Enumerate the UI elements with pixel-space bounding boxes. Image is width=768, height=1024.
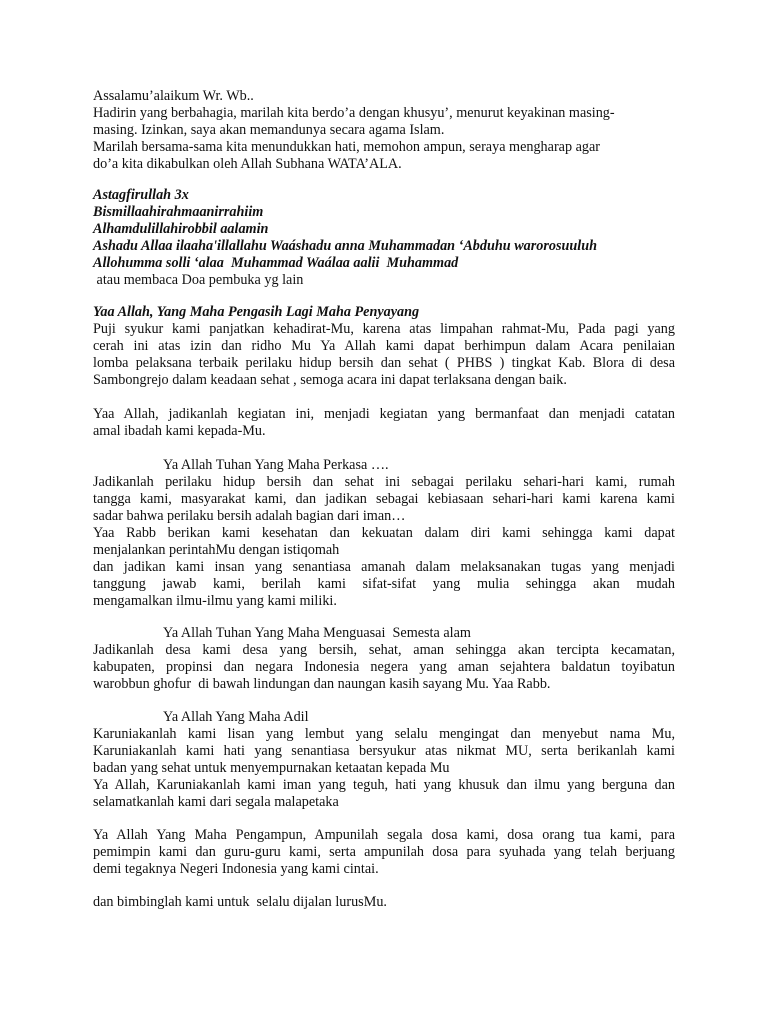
closing-line: dan bimbinglah kami untuk selalu dijalan lurusMu. [93, 894, 387, 910]
greeting-line: Assalamu’alaikum Wr. Wb.. [93, 88, 254, 104]
paragraph-line: sadar bahwa perilaku bersih adalah bagian dari iman… [93, 508, 406, 524]
paragraph-line: menjalankan perintahMu dengan istiqomah [93, 542, 340, 558]
paragraph-line: badan yang sehat untuk menyempurnakan ketaatan kepada Mu [93, 760, 450, 776]
prayer-line: Ashadu Allaa ilaaha'illallahu Waáshadu anna Muhammadan ‘Abduhu warorosuuluh [93, 238, 598, 254]
paragraph-line: tanggung jawab kami, berilah kami sifat-sifat yang mulia sehingga akan mudah [93, 576, 675, 592]
doa-heading: Yaa Allah, Yang Maha Pengasih Lagi Maha Penyayang [93, 304, 420, 320]
opening-text-line: masing. Izinkan, saya akan memandunya secara agama Islam. [93, 122, 445, 138]
paragraph-line: selamatkanlah kami dari segala malapetaka [93, 794, 339, 810]
paragraph-line: Ya Allah Yang Maha Pengampun, Ampunilah segala dosa kami, dosa orang tua kami, para [93, 827, 675, 843]
paragraph-line: Puji syukur kami panjatkan kehadirat-Mu, karena atas limpahan rahmat-Mu, Pada pagi yang [93, 321, 675, 337]
paragraph-line: cerah ini atas izin dan ridho Mu Ya Allah kami dapat berhimpun dalam Acara penilaian [93, 338, 675, 354]
paragraph-line: lomba pelaksana terbaik perilaku hidup bersih dan sehat ( PHBS ) tingkat Kab. Blora di desa [93, 355, 675, 371]
paragraph-line: dan jadikan kami insan yang senantiasa amanah dalam melaksanakan tugas yang menjadi [93, 559, 675, 575]
paragraph-line: kabupaten, propinsi dan negara Indonesia negera yang aman sejahtera baldatun toyibatun [93, 659, 675, 675]
paragraph-line: Yaa Allah, jadikanlah kegiatan ini, menjadi kegiatan yang bermanfaat dan menjadi catatan [93, 406, 675, 422]
paragraph-line: tangga kami, masyarakat kami, dan jadikan sebagai kebiasaan sehari-hari kami karena kami [93, 491, 675, 507]
paragraph-line: warobbun ghofur di bawah lindungan dan naungan kasih sayang Mu. Yaa Rabb. [93, 676, 551, 692]
paragraph-line: pemimpin kami dan guru-guru kami, serta ampunilah dosa para syuhada yang telah berjuang [93, 844, 675, 860]
section-heading: Ya Allah Yang Maha Adil [163, 709, 309, 725]
paragraph-line: demi tegaknya Negeri Indonesia yang kami cintai. [93, 861, 379, 877]
prayer-line: Allohumma solli ‘alaa Muhammad Waálaa aalii Muhammad [93, 255, 459, 271]
section-heading: Ya Allah Tuhan Yang Maha Menguasai Semesta alam [163, 625, 471, 641]
prayer-line: Astagfirullah 3x [93, 187, 189, 203]
paragraph-line: amal ibadah kami kepada-Mu. [93, 423, 266, 439]
opening-text-line: Hadirin yang berbahagia, marilah kita berdo’a dengan khusyu’, menurut keyakinan masing- [93, 105, 615, 121]
section-heading: Ya Allah Tuhan Yang Maha Perkasa …. [163, 457, 389, 473]
paragraph-line: Karuniakanlah kami lisan yang lembut yang selalu mengingat dan menyebut nama Mu, [93, 726, 675, 742]
prayer-line: Alhamdulillahirobbil aalamin [93, 221, 269, 237]
paragraph-line: Karuniakanlah kami hati yang senantiasa bersyukur atas nikmat MU, serta berikanlah kami [93, 743, 675, 759]
paragraph-line: Yaa Rabb berikan kami kesehatan dan kekuatan dalam diri kami sehingga kami dapat [93, 525, 675, 541]
paragraph-line: Sambongrejo dalam keadaan sehat , semoga acara ini dapat terlaksana dengan baik. [93, 372, 567, 388]
paragraph-line: Jadikanlah desa kami desa yang bersih, sehat, aman sehingga akan tercipta kecamatan, [93, 642, 675, 658]
prayer-note: atau membaca Doa pembuka yg lain [93, 272, 304, 288]
paragraph-line: Jadikanlah perilaku hidup bersih dan sehat ini sebagai perilaku sehari-hari kami, rumah [93, 474, 675, 490]
paragraph-line: Ya Allah, Karuniakanlah kami iman yang teguh, hati yang khusuk dan ilmu yang berguna dan [93, 777, 675, 793]
opening-text-line: Marilah bersama-sama kita menundukkan hati, memohon ampun, seraya mengharap agar [93, 139, 601, 155]
prayer-line: Bismillaahirahmaanirrahiim [93, 204, 264, 220]
paragraph-line: mengamalkan ilmu-ilmu yang kami miliki. [93, 593, 337, 609]
opening-text-line: do’a kita dikabulkan oleh Allah Subhana WATA’ALA. [93, 156, 402, 172]
